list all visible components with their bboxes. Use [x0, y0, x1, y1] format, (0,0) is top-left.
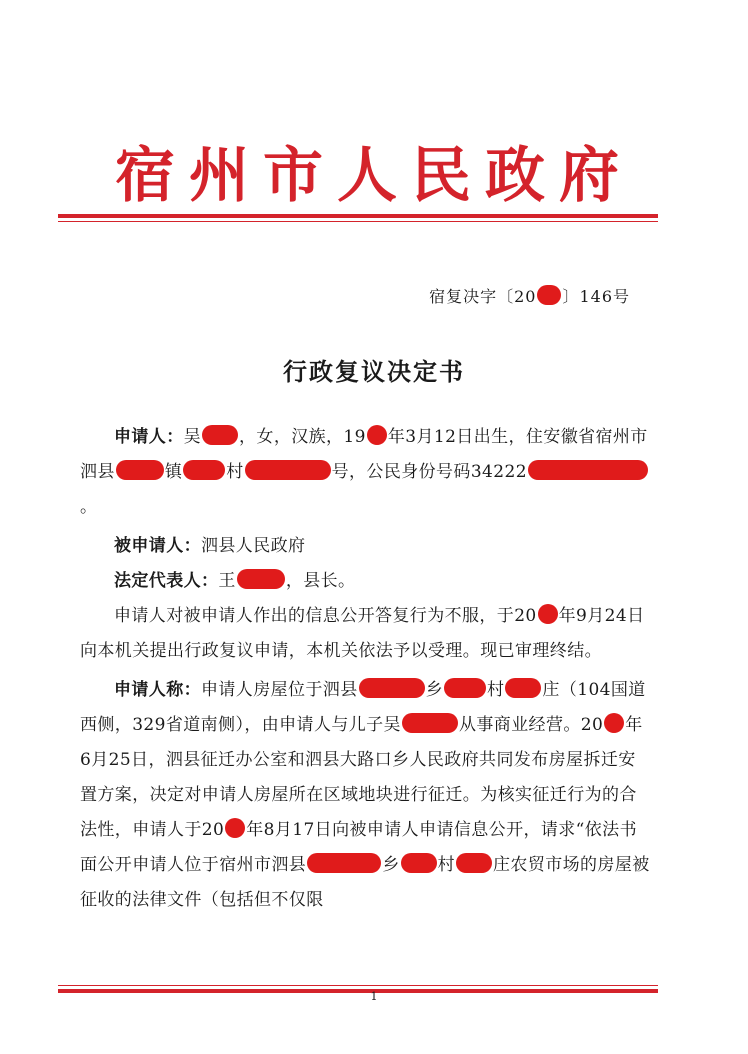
redaction-mark — [245, 460, 331, 480]
redaction-mark — [183, 460, 225, 480]
redaction-mark — [359, 678, 425, 698]
applicant-paragraph: 申请人：吴 ，女，汉族，19 年3月12日出生，住安徽省宿州市泗县 镇 村 号，公民身份号码34222。 — [80, 427, 648, 517]
redaction-mark — [202, 425, 238, 445]
redaction-mark — [604, 713, 624, 733]
document-number: 宿复决字〔20 〕146号 — [429, 287, 630, 306]
legal-rep-paragraph: 法定代表人：王 ，县长。 — [114, 571, 356, 591]
redaction-mark — [237, 569, 285, 589]
redaction-mark — [116, 460, 164, 480]
header-rule-thick — [58, 214, 658, 218]
redaction-mark — [456, 853, 492, 873]
respondent-paragraph: 被申请人：泗县人民政府 — [114, 536, 306, 556]
org-name-header: 宿州市人民政府 — [115, 141, 633, 211]
footer-rule-thin — [58, 985, 658, 986]
redaction-mark — [528, 460, 648, 480]
redaction-mark — [225, 818, 245, 838]
redaction-mark — [444, 678, 486, 698]
redaction-mark — [402, 713, 458, 733]
redaction-mark — [307, 853, 381, 873]
procedure-paragraph: 申请人对被申请人作出的信息公开答复行为不服，于20 年9月24日向本机关提出行政复议申请，本机关依法予以受理。现已审理终结。 — [80, 606, 645, 661]
redaction-mark — [367, 425, 387, 445]
redaction-mark — [538, 604, 558, 624]
page-number: 1 — [370, 990, 378, 1003]
claim-paragraph: 申请人称：申请人房屋位于泗县 乡 村 庄（104国道西侧，329省道南侧），由申请人与儿子吴 从事商业经营。20 年6月25日，泗县征迁办公室和泗县大路口乡人民政府共同发布房屋拆迁安置方案，决定对申请人房屋所在区域地块进行征迁。为核实征迁行为的合法性，申请人于20 年8月17日向被申请人申请信息公开，请求“依法书面公开申请人位于宿州市泗县 乡 村 庄农贸市场的房屋被征收的法律文件（包括但不仅限 — [80, 680, 650, 910]
redaction-mark — [537, 285, 561, 305]
document-title: 行政复议决定书 — [283, 357, 465, 386]
redaction-mark — [401, 853, 437, 873]
redaction-mark — [505, 678, 541, 698]
document-body — [80, 420, 652, 918]
header-rule-thin — [58, 221, 658, 222]
